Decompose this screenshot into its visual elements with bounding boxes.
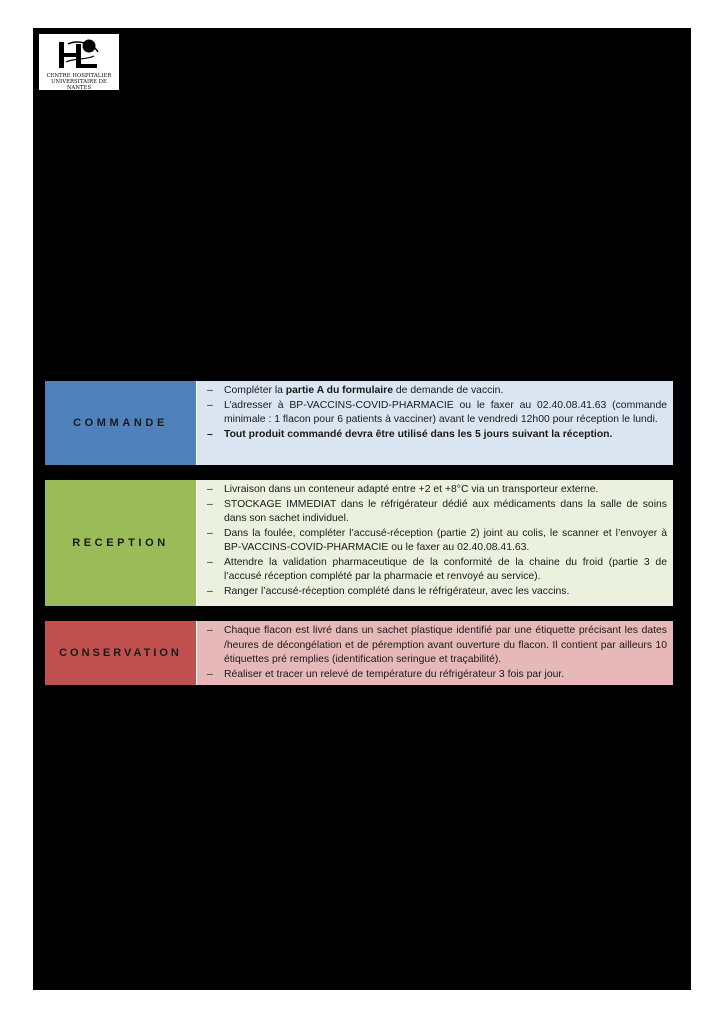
list-item: – STOCKAGE IMMEDIAT dans le réfrigérateur dédié aux médicaments dans la salle de soins dans son sachet individuel. (207, 498, 667, 527)
item-text: de demande de vaccin. (393, 385, 504, 396)
document-page (33, 28, 691, 990)
logo-text (41, 73, 117, 91)
logo-line-1: CENTRE HOSPITALIER (46, 73, 112, 79)
section-label: COMMANDE (45, 381, 197, 465)
list-item: – Ranger l’accusé-réception complété dans le réfrigérateur, avec les vaccins. (207, 585, 667, 600)
hospital-logo-icon (56, 38, 102, 72)
section-content (197, 381, 673, 465)
list-item: – Attendre la validation pharmaceutique de la conformité de la chaine du froid (partie 3 de l’accusé réception complété par la pharmacie et renvoyé au service). (207, 556, 667, 585)
list-item: – Livraison dans un conteneur adapté entre +2 et +8°C via un transporteur externe. (207, 483, 667, 498)
list-item (207, 384, 667, 399)
list-item: – Tout produit commandé devra être utilisé dans les 5 jours suivant la réception. (207, 428, 667, 443)
section-conservation (45, 621, 673, 685)
chu-nantes-logo (39, 34, 119, 90)
section-content (197, 621, 673, 685)
list-item: – L’adresser à BP-VACCINS-COVID-PHARMACIE ou le faxer au 02.40.08.41.63 (commande minimale : 1 flacon pour 6 patients à vacciner) avant le vendredi 12h00 pour réception le lundi. (207, 399, 667, 428)
list-item: – Dans la foulée, compléter l’accusé-réception (partie 2) joint au colis, le scanner et l’envoyer à BP-VACCINS-COVID-PHARMACIE ou le faxer au 02.40.08.41.63. (207, 527, 667, 556)
item-text: Compléter la (224, 385, 286, 396)
section-label: CONSERVATION (45, 621, 197, 685)
list-item: – Chaque flacon est livré dans un sachet plastique identifié par une étiquette précisant les dates /heures de décongélation et de péremption avant ouverture du flacon. Il contient par ailleurs 10 étiquettes pré remplies (identification seringue et traçabilité). (207, 624, 667, 668)
section-label: RECEPTION (45, 480, 197, 606)
section-content (197, 480, 673, 606)
logo-line-2: UNIVERSITAIRE DE NANTES (51, 79, 107, 91)
list-item: – Réaliser et tracer un relevé de température du réfrigérateur 3 fois par jour. (207, 668, 667, 683)
item-text-bold: partie A du formulaire (285, 385, 393, 396)
section-commande (45, 381, 673, 465)
section-reception (45, 480, 673, 606)
